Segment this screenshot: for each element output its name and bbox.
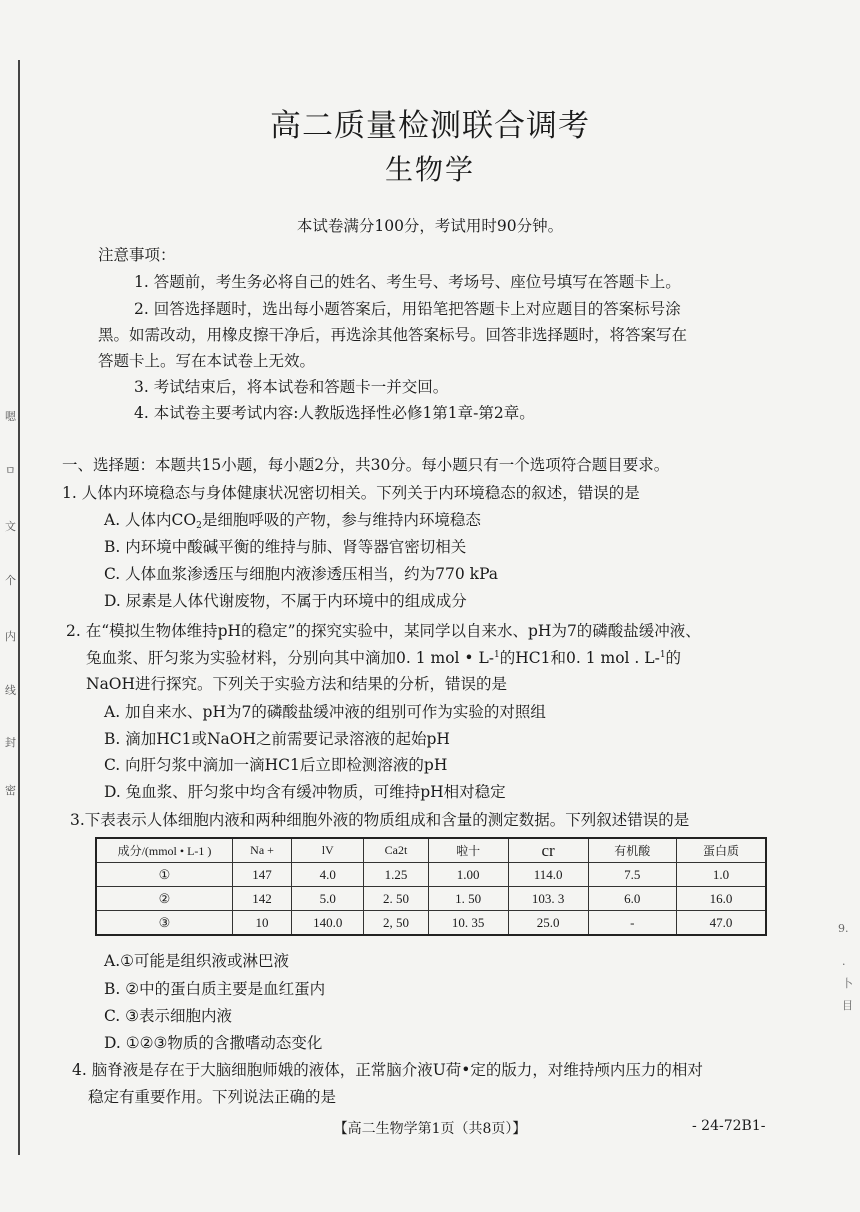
table-header-row [96, 838, 766, 863]
exam-title: 高二质量检测联合调考 [270, 108, 590, 144]
table-header: Ca2t [364, 838, 428, 863]
table-cell: 10 [233, 911, 292, 936]
note-item: 2. 回答选择题时，选出每小题答案后，用铅笔把答题卡上对应题目的答案标号涂 [134, 300, 681, 318]
table-row [96, 911, 766, 936]
table-header: lV [292, 838, 364, 863]
option-a: A. 加自来水、pH为7的磷酸盐缓冲液的组别可作为实验的对照组 [104, 703, 546, 721]
option-d: D. ①②③物质的含撒嗜动态变化 [104, 1034, 323, 1052]
option-a: A.①可能是组织液或淋巴液 [104, 952, 290, 970]
margin-mark: 卜 [842, 977, 853, 990]
table-cell: 1.25 [364, 863, 428, 887]
note-item: 黑。如需改动，用橡皮擦干净后，再选涂其他答案标号。回答非选择题时，将答案写在 [98, 326, 688, 344]
table-cell: 7.5 [588, 863, 676, 887]
table-cell: 5.0 [292, 887, 364, 911]
table-cell: 2, 50 [364, 911, 428, 936]
table-cell: - [588, 911, 676, 936]
exam-info: 本试卷满分100分，考试用时90分钟。 [296, 217, 564, 235]
question-stem-line: 兔血浆、肝匀浆为实验材料，分别向其中滴加0. 1 mol • L-$^1$的HC1和0. 1 mol . L-$^1$的 [86, 649, 682, 667]
notes-heading: 注意事项： [98, 246, 176, 264]
option-c: C. 向肝匀浆中滴加一滴HC1后立即检测溶液的pH [104, 756, 448, 774]
binding-margin-char: 文 [5, 520, 16, 533]
table-cell: 142 [233, 887, 292, 911]
option-b: B. ②中的蛋白质主要是血红蛋内 [104, 980, 326, 998]
table-cell: 16.0 [676, 887, 766, 911]
table-cell: 147 [233, 863, 292, 887]
table-cell: 140.0 [292, 911, 364, 936]
note-item: 4. 本试卷主要考试内容:人教版选择性必修1第1章-第2章。 [134, 404, 535, 422]
composition-table [95, 837, 767, 936]
note-item: 1. 答题前，考生务必将自己的姓名、考生号、考场号、座位号填写在答题卡上。 [134, 273, 681, 291]
binding-margin-char: 封 [5, 736, 16, 749]
table-cell: 10. 35 [428, 911, 508, 936]
binding-margin-char: 密 [5, 784, 16, 797]
margin-mark: · [842, 958, 846, 971]
margin-mark: 目 [842, 999, 853, 1012]
binding-margin-char: 内 [5, 630, 16, 643]
table-cell: 25.0 [508, 911, 588, 936]
question-stem-line: NaOH进行探究。下列关于实验方法和结果的分析，错误的是 [86, 675, 508, 693]
table-cell: ② [96, 887, 233, 911]
table-cell: ① [96, 863, 233, 887]
table-row [96, 863, 766, 887]
table-header: 有机酸 [588, 838, 676, 863]
table-cell: 2. 50 [364, 887, 428, 911]
binding-margin-char: 嗯 [5, 410, 16, 423]
paper-code: - 24-72B1- [692, 1118, 766, 1134]
binding-margin-char: ㅁ [5, 464, 16, 477]
option-b: B. 滴加HC1或NaOH之前需要记录溶液的起始pH [104, 730, 450, 748]
table-header: 成分/(mmol • L-1 ) [96, 838, 233, 863]
table-header: Na + [233, 838, 292, 863]
question-stem: 3.下表表示人体细胞内液和两种细胞外液的物质组成和含量的测定数据。下列叙述错误的是 [70, 811, 690, 829]
page-footer: 【高二生物学第1页（共8页）】 [333, 1121, 527, 1137]
section-heading: 一、选择题：本题共15小题，每小题2分，共30分。每小题只有一个选项符合题目要求。 [62, 456, 670, 474]
table-cell: 114.0 [508, 863, 588, 887]
note-item: 3. 考试结束后，将本试卷和答题卡一并交回。 [134, 378, 449, 396]
question-stem: 4. 脑脊液是存在于大脑细胞师娥的液体，正常脑介液U荷•定的版力，对维持颅内压力的相对 [72, 1061, 703, 1079]
table-cell: 6.0 [588, 887, 676, 911]
option-c: C. ③表示细胞内液 [104, 1007, 233, 1025]
table-header: 蛋白质 [676, 838, 766, 863]
table-header: 啦十 [428, 838, 508, 863]
question-stem: 1. 人体内环境稳态与身体健康状况密切相关。下列关于内环境稳态的叙述，错误的是 [62, 484, 640, 502]
margin-mark: 9. [838, 922, 849, 935]
option-d: D. 尿素是人体代谢废物，不属于内环境中的组成成分 [104, 592, 467, 610]
table-cell: 1. 50 [428, 887, 508, 911]
question-stem: 2. 在“模拟生物体维持pH的稳定”的探究实验中，某同学以自来水、pH为7的磷酸盐缓冲液、 [66, 622, 701, 640]
question-stem-line: 稳定有重要作用。下列说法正确的是 [88, 1088, 337, 1106]
table-cell: 47.0 [676, 911, 766, 936]
table-cell: 103. 3 [508, 887, 588, 911]
option-a: A. 人体内$CO_2$是细胞呼吸的产物，参与维持内环境稳态 [104, 511, 481, 531]
option-b: B. 内环境中酸碱平衡的维持与肺、肾等器官密切相关 [104, 538, 467, 556]
subject-title: 生物学 [384, 153, 475, 186]
table-header: cr [508, 838, 588, 863]
table-cell: 1.00 [428, 863, 508, 887]
binding-margin-char: 个 [5, 574, 16, 587]
table-cell: 4.0 [292, 863, 364, 887]
table-cell: ③ [96, 911, 233, 936]
option-c: C. 人体血浆渗透压与细胞内液渗透压相当，约为770 kPa [104, 565, 499, 583]
note-item: 答题卡上。写在本试卷上无效。 [98, 352, 316, 370]
option-d: D. 兔血浆、肝匀浆中均含有缓冲物质，可维持pH相对稳定 [104, 783, 506, 801]
table-cell: 1.0 [676, 863, 766, 887]
table-row [96, 887, 766, 911]
binding-margin-char: 线 [5, 684, 16, 697]
